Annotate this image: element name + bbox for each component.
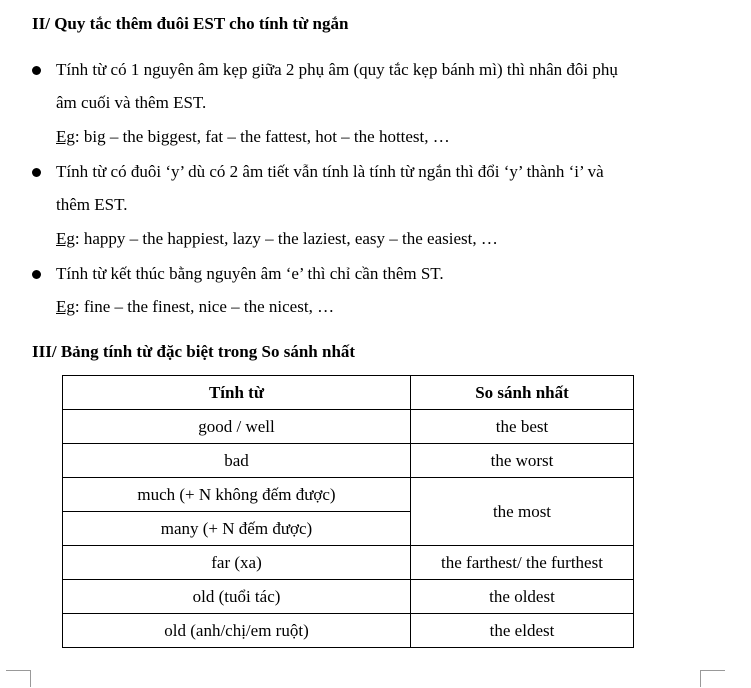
header-adjective: Tính từ [63, 376, 411, 410]
example-label: Eg [56, 127, 75, 146]
table-row [63, 614, 634, 648]
page-corner-marker [700, 670, 725, 687]
example-text: : big – the biggest, fat – the fattest, hot – the hottest, … [74, 127, 450, 146]
table-row [63, 580, 634, 614]
example-text: : fine – the finest, nice – the nicest, … [74, 297, 335, 316]
rule-3-line-1: Tính từ kết thúc bằng nguyên âm ‘e’ thì chỉ cần thêm ST. [56, 264, 444, 283]
superlative-cell: the farthest/ the furthest [411, 546, 634, 580]
adjective-cell: bad [63, 444, 411, 478]
rule-2-line-2: thêm EST. [56, 195, 128, 214]
rule-2-line-1: Tính từ có đuôi ‘y’ dù có 2 âm tiết vẫn tính là tính từ ngắn thì đổi ‘y’ thành ‘i’ và [56, 162, 604, 181]
section-3-title: III/ Bảng tính từ đặc biệt trong So sánh nhất [32, 342, 356, 361]
table-row [63, 478, 634, 512]
bullet-icon [32, 66, 41, 75]
example-label: Eg [56, 297, 75, 316]
section-2-title: II/ Quy tắc thêm đuôi EST cho tính từ ngắn [32, 14, 349, 33]
adjective-cell: much (+ N không đếm được) [63, 478, 411, 512]
bullet-icon [32, 168, 41, 177]
adjective-cell: old (anh/chị/em ruột) [63, 614, 411, 648]
table-row [63, 444, 634, 478]
rule-1-line-1: Tính từ có 1 nguyên âm kẹp giữa 2 phụ âm (quy tắc kẹp bánh mì) thì nhân đôi phụ [56, 60, 618, 79]
superlative-cell: the best [411, 410, 634, 444]
table-row [63, 546, 634, 580]
rule-2-example [56, 229, 498, 249]
table-row [63, 410, 634, 444]
superlative-cell: the worst [411, 444, 634, 478]
adjective-cell: many (+ N đếm được) [63, 512, 411, 546]
adjective-cell: good / well [63, 410, 411, 444]
rule-3-example [56, 297, 334, 317]
bullet-icon [32, 270, 41, 279]
adjective-cell: far (xa) [63, 546, 411, 580]
table-header-row [63, 376, 634, 410]
special-adjectives-table [62, 375, 634, 648]
header-superlative: So sánh nhất [411, 376, 634, 410]
superlative-cell: the eldest [411, 614, 634, 648]
rule-1-example [56, 127, 450, 147]
superlative-cell: the most [411, 478, 634, 546]
page-corner-marker [6, 670, 31, 687]
adjective-cell: old (tuổi tác) [63, 580, 411, 614]
example-label: Eg [56, 229, 75, 248]
rule-1-line-2: âm cuối và thêm EST. [56, 93, 207, 112]
example-text: : happy – the happiest, lazy – the laziest, easy – the easiest, … [74, 229, 498, 248]
superlative-cell: the oldest [411, 580, 634, 614]
